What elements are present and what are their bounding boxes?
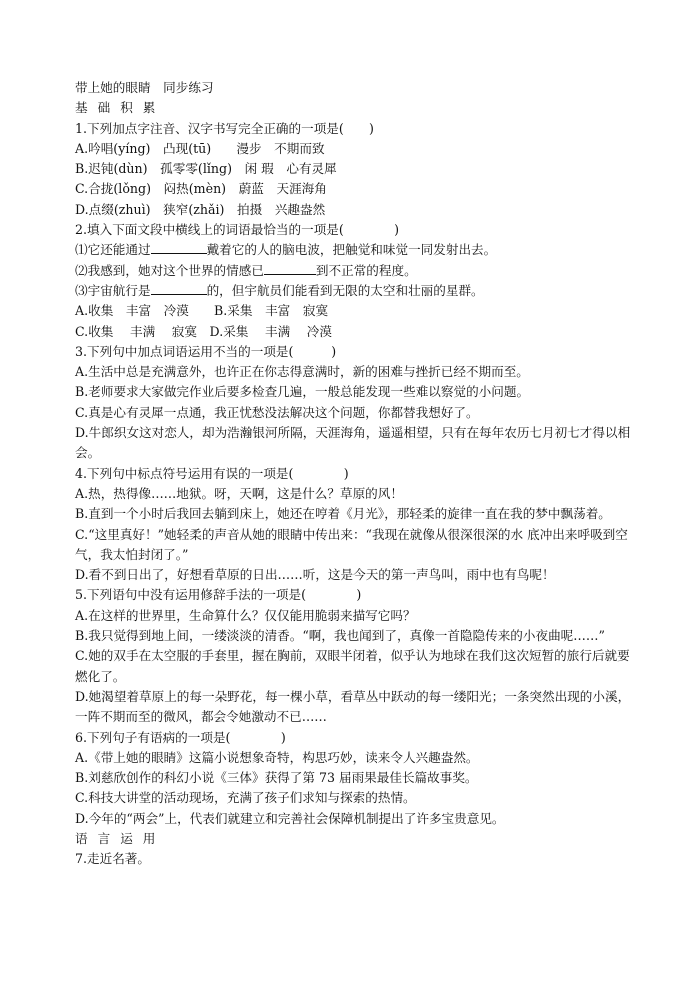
q2-s3-post: 的，但宇航员们能看到无限的太空和壮丽的星群。: [206, 282, 484, 298]
q5-option-c: C.她的双手在太空服的手套里，握在胸前，双眼半闭着，似乎认为地球在我们这次短暂的旅行后就要燃化了。: [75, 648, 630, 684]
section-heading-language: 语 言 运 用: [75, 830, 159, 846]
q4-option-a: A.热，热得像……地狱。呀，天啊，这是什么？草原的风！: [75, 485, 403, 501]
q6-stem: 6.下列句子有语病的一项是( ): [75, 729, 286, 745]
q2-s3-pre: ⑶宇宙航行是: [75, 282, 151, 298]
q4-stem: 4.下列句中标点符号运用有误的一项是( ): [75, 465, 349, 481]
q2-s2-pre: ⑵我感到，她对这个世界的情感已: [75, 262, 264, 278]
q3-stem: 3.下列句中加点词语运用不当的一项是( ): [75, 343, 337, 359]
q6-option-a: A.《带上她的眼睛》这篇小说想象奇特，构思巧妙，读来令人兴趣盎然。: [75, 749, 479, 765]
q2-stem: 2.填入下面文段中横线上的词语最恰当的一项是( ): [75, 222, 400, 238]
q5-option-a: A.在这样的世界里，生命算什么？仅仅能用脆弱来描写它吗？: [75, 607, 416, 623]
q1-option-d: D.点缀(zhuì) 狭窄(zhǎi) 拍摄 兴趣盎然: [75, 201, 326, 217]
q1-option-a: A.吟唱(yíng) 凸现(tū) 漫步 不期而致: [75, 140, 325, 156]
q3-option-a: A.生活中总是充满意外，也许正在你志得意满时，新的困难与挫折已经不期而至。: [75, 364, 529, 380]
q3-option-b: B.老师要求大家做完作业后要多检查几遍，一般总能发现一些难以察觉的小问题。: [75, 384, 530, 400]
q6-option-d: D.今年的“两会”上，代表们就建立和完善社会保障机制提出了许多宝贵意见。: [75, 810, 505, 826]
q5-stem: 5.下列语句中没有运用修辞手法的一项是( ): [75, 587, 362, 603]
q4-option-b: B.直到一个小时后我回去躺到床上，她还在哼着《月光》，那轻柔的旋律一直在我的梦中飘荡着。: [75, 506, 611, 522]
q2-options-cd: C.收集 丰满 寂寞 D.采集 丰满 冷漠: [75, 323, 332, 339]
q2-sentence-3: [75, 281, 635, 301]
q5-option-b: B.我只觉得到地上间，一缕淡淡的清香。“啊，我也闻到了，真像一首隐隐传来的小夜曲呢……”: [75, 628, 605, 644]
q4-option-d: D.看不到日出了，好想看草原的日出……听，这是今天的第一声鸟叫，雨中也有鸟呢！: [75, 567, 555, 583]
q2-options-ab: A.收集 丰富 冷漠 B.采集 丰富 寂寞: [75, 303, 329, 319]
q7-stem: 7.走近名著。: [75, 851, 150, 867]
q1-stem: 1.下列加点字注音、汉字书写完全正确的一项是( ): [75, 120, 374, 136]
q4-option-c: C.“这里真好！”她轻柔的声音从她的眼睛中传出来：“我现在就像从很深很深的水 底冲出来呼吸到空气，我太怕封闭了。”: [75, 526, 628, 562]
q2-s1-post: 戴着它的人的脑电波，把触觉和味觉一同发射出去。: [206, 242, 497, 258]
section-heading-basic: 基 础 积 累: [75, 100, 159, 116]
worksheet-page: [75, 78, 635, 870]
q2-s2-post: 到不正常的程度。: [315, 262, 417, 278]
q1-option-c: C.合拢(lǒng) 闷热(mèn) 蔚蓝 天涯海角: [75, 181, 327, 197]
q3-option-d: D.牛郎织女这对恋人，却为浩瀚银河所隔，天涯海角，遥遥相望，只有在每年农历七月初七才得以相会。: [75, 425, 631, 461]
document-title: 带上她的眼睛 同步练习: [75, 80, 214, 95]
fill-blank-line: [264, 262, 316, 275]
q3-option-c: C.真是心有灵犀一点通，我正忧愁没法解决这个问题，你都替我想好了。: [75, 404, 479, 420]
q6-option-b: B.刘慈欣创作的科幻小说《三体》获得了第 73 届雨果最佳长篇故事奖。: [75, 770, 478, 786]
q2-s1-pre: ⑴它还能通过: [75, 242, 151, 258]
q6-option-c: C.科技大讲堂的活动现场，充满了孩子们求知与探索的热情。: [75, 790, 416, 806]
fill-blank-line: [151, 282, 207, 295]
q2-sentence-2: [75, 261, 635, 281]
q5-option-d: D.她渴望着草原上的每一朵野花，每一棵小草，看草丛中跃动的每一缕阳光；一条突然出现的小溪，一阵不期而至的微风，都会令她激动不已……: [75, 688, 631, 725]
fill-blank-line: [151, 241, 207, 254]
q2-sentence-1: [75, 240, 635, 260]
q1-option-b: B.迟钝(dùn) 孤零零(lǐng) 闲 瑕 心有灵犀: [75, 161, 337, 177]
